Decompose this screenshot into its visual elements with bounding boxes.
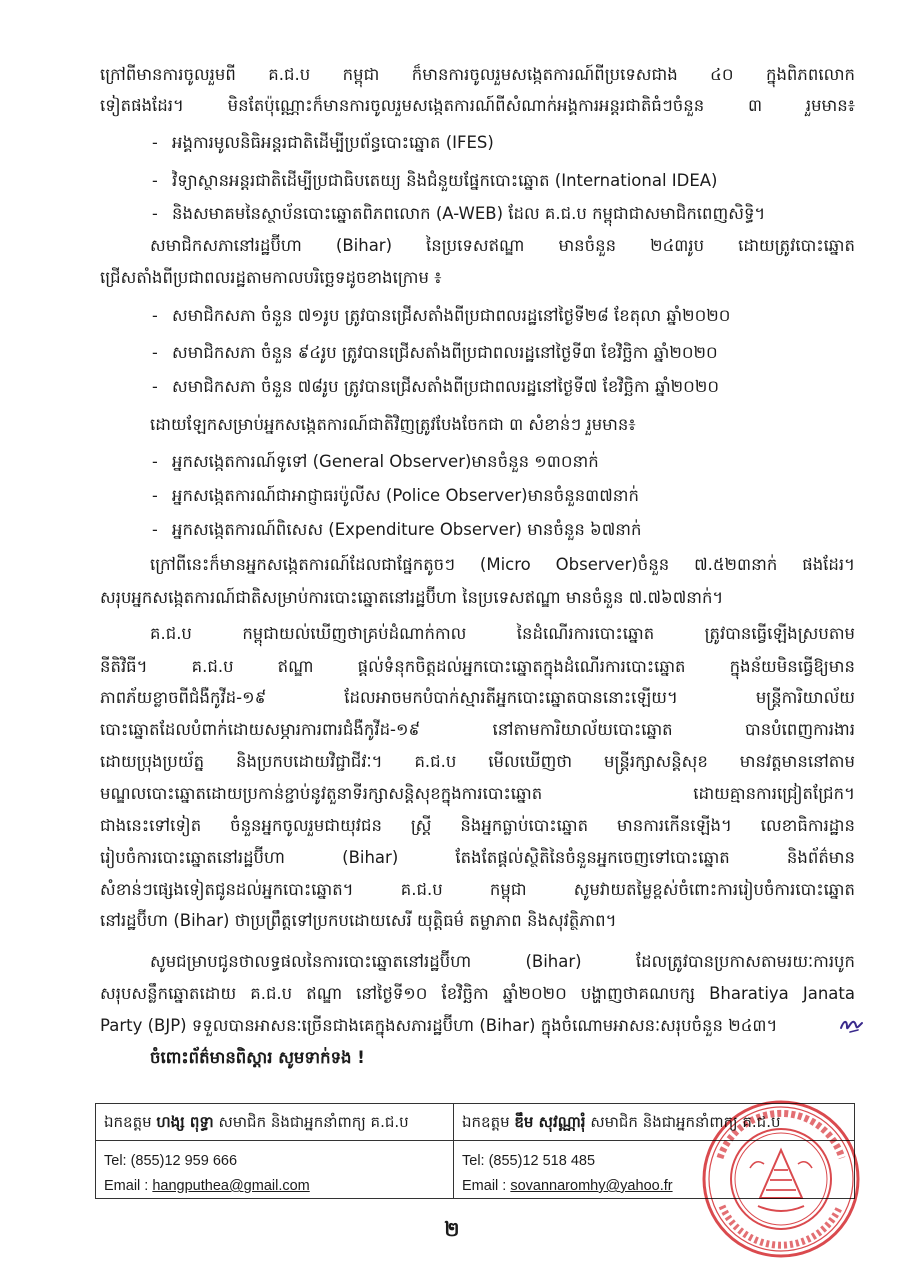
- members-line: សមាជិកសភានៅរដ្ឋប៊ីហា (Bihar) នៃប្រទេសឥណ្ឌា មានចំនួន ២៤៣រូប ដោយត្រូវបោះឆ្នោត: [150, 236, 855, 255]
- result-line: សូមជម្រាបជូនថាលទ្ធផលនៃការបោះឆ្នោតនៅរដ្ឋប៊ីហា (Bihar) ដែលត្រូវបានប្រកាសតាមរយៈការបូក: [150, 952, 855, 971]
- contact-title: ឯកឧត្តម: [462, 1113, 510, 1131]
- email-label: Email :: [104, 1178, 149, 1194]
- observers-line: ដោយឡែកសម្រាប់អ្នកសង្កេតការណ៍ជាតិវិញត្រូវបែងចែកជា ៣ សំខាន់ៗ រួមមាន៖: [150, 415, 636, 434]
- assessment-line: នីតិវិធី។ គ.ជ.ប ឥណ្ឌា ផ្តល់ទំនុកចិត្តដល់អ្នកបោះឆ្នោតក្នុងដំណើរការបោះឆ្នោត ក្នុងន័យមិនធ្វើឱ្យមាន: [100, 657, 855, 676]
- assessment-line: គ.ជ.ប កម្ពុជាយល់ឃើញថាគ្រប់ដំណាក់កាល នៃដំណើរការបោះឆ្នោត ត្រូវបានធ្វើឡើងស្របតាម: [150, 624, 855, 643]
- contact-role: សមាជិក និងជាអ្នកនាំពាក្យ គ.ជ.ប: [218, 1113, 409, 1131]
- page-number: ២: [444, 1217, 460, 1241]
- contact-email-row: [104, 1174, 449, 1198]
- contact-tel: Tel: (855)12 959 666: [104, 1153, 238, 1169]
- micro-line: សរុបអ្នកសង្កេតការណ៍ជាតិសម្រាប់ការបោះឆ្នោតនៅរដ្ឋប៊ីហា នៃប្រទេសឥណ្ឌា មានចំនួន ៧.៧៦៧នាក់។: [100, 588, 724, 607]
- assessment-line: រៀបចំការបោះឆ្នោតនៅរដ្ឋប៊ីហា (Bihar) តែងតែផ្តល់ស្ថិតិនៃចំនួនអ្នកចេញទៅបោះឆ្នោត និងព័ត៌មាន: [100, 848, 855, 867]
- table-divider-vertical: [453, 1104, 454, 1198]
- contact-tel: Tel: (855)12 518 485: [462, 1153, 596, 1169]
- contact-role: សមាជិក និងជាអ្នកនាំពាក្យ គ.ជ.ប: [590, 1113, 781, 1131]
- observer-bullet: អ្នកសង្កេតការណ៍ជាអាជ្ញាធរប៉ូលីស (Police Observer)មានចំនួន៣៧នាក់: [172, 486, 639, 505]
- bullet-marker: -: [152, 343, 158, 362]
- assessment-line: សំខាន់ៗផ្សេងទៀតជូនដល់អ្នកបោះឆ្នោត។ គ.ជ.ប កម្ពុជា សូមវាយតម្លៃខ្ពស់ចំពោះការរៀបចំការបោះឆ្នោត: [100, 880, 855, 899]
- micro-line: ក្រៅពីនេះក៏មានអ្នកសង្កេតការណ៍ដែលជាផ្នែកតូចៗ (Micro Observer)ចំនួន ៧.៥២៣នាក់ ផងដែរ។: [150, 555, 855, 574]
- contact-name: ឌឹម សុវណ្ណារុំ: [514, 1113, 586, 1131]
- bullet-marker: -: [152, 306, 158, 325]
- member-bullet: សមាជិកសភា ចំនួន ៧១រូប ត្រូវបានជ្រើសតាំងពីប្រជាពលរដ្ឋនៅថ្ងៃទី២៨ ខែតុលា ឆ្នាំ២០២០: [172, 306, 731, 325]
- result-line: Party (BJP) ទទួលបានអាសនៈច្រើនជាងគេក្នុងសភារដ្ឋប៊ីហា (Bihar) ក្នុងចំណោមអាសនៈសរុបចំនួន ២៤៣។: [100, 1016, 778, 1035]
- observer-bullet: អ្នកសង្កេតការណ៍ពិសេស (Expenditure Observer) មានចំនួន ៦៧នាក់: [172, 520, 642, 539]
- bullet-marker: -: [152, 171, 158, 190]
- email-link[interactable]: hangputhea@gmail.com: [152, 1178, 310, 1194]
- bullet-marker: -: [152, 204, 158, 223]
- observer-bullet: អ្នកសង្កេតការណ៍ទូទៅ (General Observer)មានចំនួន ១៣០នាក់: [172, 452, 599, 471]
- official-seal-stamp: [700, 1098, 862, 1260]
- bullet-marker: -: [152, 520, 158, 539]
- intro-line: ក្រៅពីមានការចូលរួមពី គ.ជ.ប កម្ពុជា ក៏មានការចូលរួមសង្កេតការណ៍ពីប្រទេសជាង ៤០ ក្នុងពិភពលោក: [100, 65, 855, 84]
- contact-title: ឯកឧត្តម: [104, 1113, 152, 1131]
- members-line: ជ្រើសតាំងពីប្រជាពលរដ្ឋតាមកាលបរិច្ឆេទដូចខាងក្រោម ៖: [100, 268, 442, 287]
- email-link[interactable]: sovannaromhy@yahoo.fr: [510, 1178, 673, 1194]
- email-label: Email :: [462, 1178, 507, 1194]
- contact-prompt: ចំពោះព័ត៌មានពិស្តារ សូមទាក់ទង !: [150, 1048, 365, 1067]
- assessment-line: នៅរដ្ឋប៊ីហា (Bihar) ថាប្រព្រឹត្តទៅប្រកបដោយសេរី យុត្តិធម៌ តម្លាភាព និងសុវត្ថិភាព។: [100, 911, 617, 930]
- contact-heading-left: [104, 1110, 449, 1134]
- org-bullet: វិទ្យាស្ថានអន្តរជាតិដើម្បីប្រជាធិបតេយ្យ និងជំនួយផ្នែកបោះឆ្នោត (International IDEA): [172, 171, 718, 190]
- bullet-marker: -: [152, 452, 158, 471]
- org-bullet: និងសមាគមនៃស្ថាប័នបោះឆ្នោតពិភពលោក (A-WEB) ដែល គ.ជ.ប កម្ពុជាជាសមាជិកពេញសិទ្ធិ។: [172, 204, 766, 223]
- assessment-line: ភាពភ័យខ្លាចពីជំងឺកូវីដ-១៩ ដែលអាចមកបំបាក់ស្មារតីអ្នកបោះឆ្នោតបាននោះឡើយ។ មន្ត្រីការិយាល័យ: [100, 688, 855, 707]
- assessment-line: ជាងនេះទៅទៀត ចំនួនអ្នកចូលរួមជាយុវជន ស្ត្រី និងអ្នកធ្លាប់បោះឆ្នោត មានការកើនឡើង។ លេខាធិការដ្ឋាន: [100, 816, 855, 835]
- member-bullet: សមាជិកសភា ចំនួន ៩៤រូប ត្រូវបានជ្រើសតាំងពីប្រជាពលរដ្ឋនៅថ្ងៃទី៣ ខែវិច្ឆិកា ឆ្នាំ២០២០: [172, 343, 718, 362]
- intro-line: ទៀតផងដែរ។ មិនតែប៉ុណ្ណោះក៏មានការចូលរួមសង្កេតការណ៍ពីសំណាក់អង្គការអន្តរជាតិធំៗចំនួន ៣ រួមមាន៖: [100, 96, 855, 115]
- org-bullet: អង្គការមូលនិធិអន្តរជាតិដើម្បីប្រព័ន្ធបោះឆ្នោត (IFES): [172, 133, 494, 152]
- assessment-line: ដោយប្រុងប្រយ័ត្ន និងប្រកបដោយវិជ្ជាជីវៈ។ គ.ជ.ប មើលឃើញថា មន្ត្រីរក្សាសន្តិសុខ មានវត្តមាននៅតាម: [100, 752, 855, 771]
- bullet-marker: -: [152, 377, 158, 396]
- bullet-marker: -: [152, 486, 158, 505]
- bullet-marker: -: [152, 133, 158, 152]
- assessment-line: មណ្ឌលបោះឆ្នោតដោយប្រកាន់ខ្ជាប់នូវតួនាទីរក្សាសន្តិសុខក្នុងការបោះឆ្នោត ដោយគ្មានការជ្រៀតជ្រែក។: [100, 784, 855, 803]
- member-bullet: សមាជិកសភា ចំនួន ៧៨រូប ត្រូវបានជ្រើសតាំងពីប្រជាពលរដ្ឋនៅថ្ងៃទី៧ ខែវិច្ឆិកា ឆ្នាំ២០២០: [172, 377, 720, 396]
- assessment-line: បោះឆ្នោតដែលបំពាក់ដោយសម្ភារការពារជំងឺកូវីដ-១៩ នៅតាមការិយាល័យបោះឆ្នោត បានបំពេញការងារ: [100, 720, 855, 739]
- handwritten-initial-mark: [838, 1014, 864, 1038]
- result-line: សរុបសន្លឹកឆ្នោតដោយ គ.ជ.ប ឥណ្ឌា នៅថ្ងៃទី១០ ខែវិច្ឆិកា ឆ្នាំ២០២០ បង្ហាញថាគណបក្ស Bharatiya Janata: [100, 984, 855, 1003]
- contact-name: ហង្ស ពុទ្ធា: [156, 1113, 214, 1131]
